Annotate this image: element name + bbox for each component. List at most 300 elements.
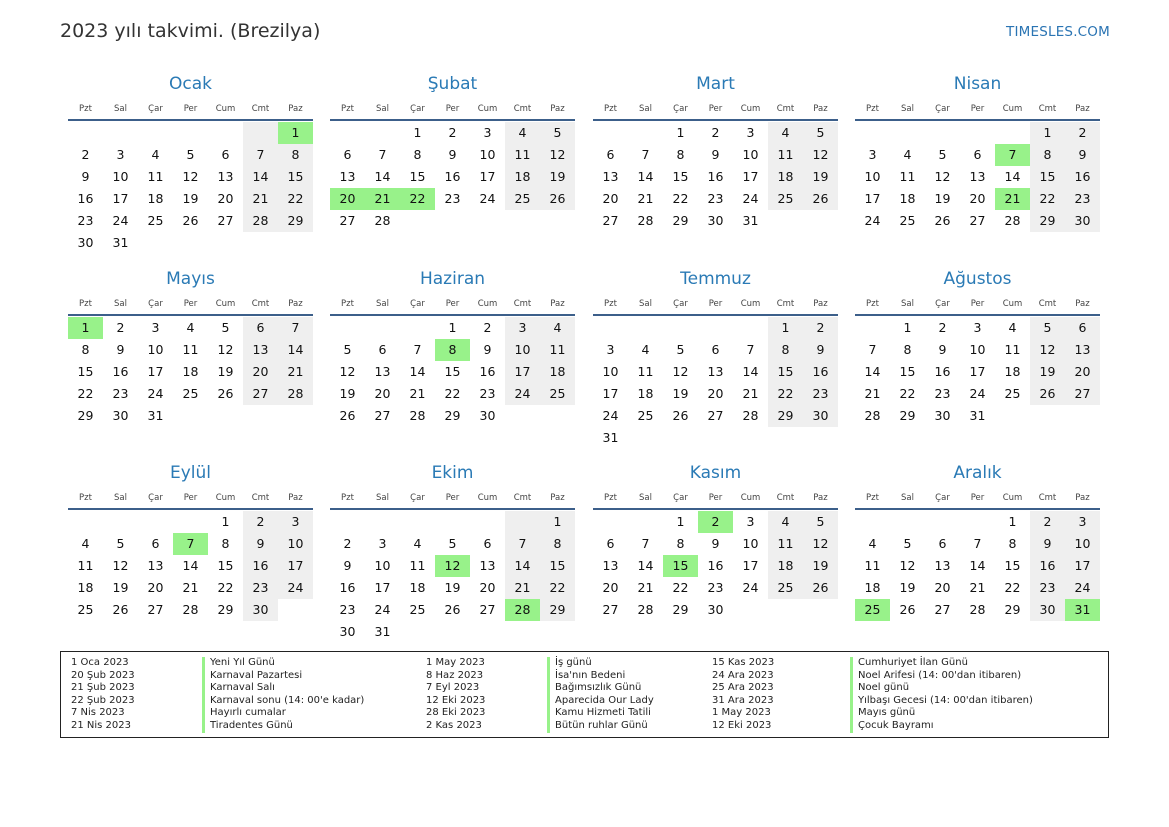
day-cell: 21	[182, 580, 199, 595]
weekday-label: Cum	[477, 104, 498, 114]
empty-cell	[330, 122, 365, 144]
empty-cell	[925, 511, 960, 533]
weekday-label: Cmt	[776, 104, 795, 114]
day-cell: 15	[444, 364, 461, 379]
day-cell: 25	[768, 188, 803, 210]
day-cell: 25	[637, 408, 654, 423]
day-cell: 5	[343, 342, 352, 357]
day-cell: 28	[1004, 213, 1021, 228]
legend-date: 21 Nis 2023	[71, 719, 131, 731]
day-cell: 23	[803, 383, 838, 405]
day-cell: 28	[278, 383, 313, 405]
header-divider	[593, 119, 838, 121]
day-cell: 18	[147, 191, 164, 206]
day-cell: 1	[413, 125, 422, 140]
day-cell: 5	[938, 147, 947, 162]
empty-cell	[628, 427, 663, 449]
day-cell: 30	[77, 235, 94, 250]
day-cell: 22	[672, 580, 689, 595]
month-calendar	[855, 268, 1100, 427]
header-divider	[68, 314, 313, 316]
day-cell: 2	[116, 320, 125, 335]
day-cell: 18	[899, 191, 916, 206]
day-cell: 13	[969, 169, 986, 184]
legend-date: 12 Eki 2023	[426, 694, 486, 706]
day-cell: 20	[330, 188, 365, 210]
empty-cell	[173, 122, 208, 144]
legend-date: 22 Şub 2023	[71, 694, 135, 706]
day-cell: 19	[934, 191, 951, 206]
day-cell: 17	[1065, 555, 1100, 577]
month-name: Şubat	[427, 74, 478, 94]
day-cell: 2	[938, 320, 947, 335]
day-cell: 13	[602, 558, 619, 573]
day-cell: 16	[707, 169, 724, 184]
weekday-label: Paz	[813, 299, 828, 309]
day-cell: 21	[864, 386, 881, 401]
day-cell: 21	[969, 580, 986, 595]
empty-cell	[663, 317, 698, 339]
day-cell: 24	[969, 386, 986, 401]
day-cell: 12	[339, 364, 356, 379]
month-calendar	[330, 268, 575, 427]
empty-cell	[103, 122, 138, 144]
empty-cell	[400, 210, 435, 232]
day-cell: 30	[803, 405, 838, 427]
day-cell: 31	[602, 430, 619, 445]
day-cell: 14	[374, 169, 391, 184]
weekday-label: Çar	[673, 299, 688, 309]
day-cell: 7	[746, 342, 755, 357]
day-cell: 12	[899, 558, 916, 573]
day-cell: 6	[606, 536, 615, 551]
weekday-label: Cum	[215, 493, 236, 503]
day-cell: 4	[540, 317, 575, 339]
day-cell: 18	[768, 555, 803, 577]
legend-holiday-name: Çocuk Bayramı	[850, 720, 1033, 733]
day-cell: 17	[864, 191, 881, 206]
empty-cell	[803, 210, 838, 232]
day-cell: 20	[147, 580, 164, 595]
day-cell: 8	[540, 533, 575, 555]
day-cell: 24	[864, 213, 881, 228]
day-cell: 20	[602, 191, 619, 206]
day-cell: 9	[81, 169, 90, 184]
day-cell: 14	[409, 364, 426, 379]
day-cell: 16	[803, 361, 838, 383]
day-cell: 29	[768, 405, 803, 427]
day-cell: 27	[339, 213, 356, 228]
day-cell: 19	[803, 555, 838, 577]
day-cell: 9	[1030, 533, 1065, 555]
day-cell: 13	[374, 364, 391, 379]
day-cell: 28	[182, 602, 199, 617]
day-cell: 23	[112, 386, 129, 401]
day-cell: 3	[278, 511, 313, 533]
day-cell: 22	[1030, 188, 1065, 210]
month-name: Kasım	[689, 463, 742, 483]
day-cell: 13	[217, 169, 234, 184]
day-cell: 16	[707, 558, 724, 573]
day-cell: 13	[147, 558, 164, 573]
day-cell: 1	[540, 511, 575, 533]
empty-cell	[698, 427, 733, 449]
month-calendar	[68, 462, 313, 621]
empty-cell	[890, 122, 925, 144]
day-cell: 10	[864, 169, 881, 184]
empty-cell	[733, 317, 768, 339]
day-cell: 13	[934, 558, 951, 573]
weekday-label: Sal	[376, 299, 389, 309]
day-cell: 10	[742, 536, 759, 551]
day-cell: 5	[803, 122, 838, 144]
day-cell: 27	[969, 213, 986, 228]
weekday-label: Paz	[550, 104, 565, 114]
day-cell: 7	[378, 147, 387, 162]
weekday-label: Pzt	[341, 493, 354, 503]
legend-holiday-name: Bütün ruhlar Günü	[547, 720, 654, 733]
day-cell: 15	[768, 361, 803, 383]
day-cell: 14	[278, 339, 313, 361]
legend-names-col-3	[850, 657, 1033, 733]
day-cell: 5	[676, 342, 685, 357]
day-cell: 30	[339, 624, 356, 639]
month-name: Temmuz	[680, 269, 751, 289]
weekday-label: Sal	[901, 493, 914, 503]
day-cell: 9	[116, 342, 125, 357]
day-cell: 26	[182, 213, 199, 228]
legend-holiday-name: Noel günü	[850, 682, 1033, 695]
legend-holiday-name: Karnaval Pazartesi	[202, 670, 364, 683]
day-cell: 10	[479, 147, 496, 162]
day-cell: 24	[1065, 577, 1100, 599]
weekday-label: Paz	[288, 493, 303, 503]
day-cell: 8	[676, 147, 685, 162]
day-cell: 26	[444, 602, 461, 617]
day-cell: 15	[278, 166, 313, 188]
day-cell: 28	[243, 210, 278, 232]
legend-holiday-name: Bağımsızlık Günü	[547, 682, 654, 695]
day-cell: 15	[899, 364, 916, 379]
day-cell: 13	[707, 364, 724, 379]
day-cell: 23	[444, 191, 461, 206]
day-cell: 12	[217, 342, 234, 357]
weekday-label: Paz	[813, 104, 828, 114]
day-cell: 24	[147, 386, 164, 401]
day-cell: 29	[899, 408, 916, 423]
weekday-label: Çar	[410, 104, 425, 114]
weekday-label: Çar	[148, 104, 163, 114]
empty-cell	[768, 427, 803, 449]
month-name: Aralık	[953, 463, 1002, 483]
legend-date: 20 Şub 2023	[71, 669, 135, 681]
day-cell: 11	[864, 558, 881, 573]
day-cell: 28	[969, 602, 986, 617]
weekday-label: Cum	[740, 493, 761, 503]
day-cell: 19	[112, 580, 129, 595]
empty-cell	[803, 599, 838, 621]
weekday-label: Çar	[935, 104, 950, 114]
day-cell: 2	[81, 147, 90, 162]
day-cell: 13	[1065, 339, 1100, 361]
day-cell: 7	[505, 533, 540, 555]
empty-cell	[470, 511, 505, 533]
weekday-label: Paz	[1075, 299, 1090, 309]
weekday-label: Cum	[215, 299, 236, 309]
day-cell: 15	[1004, 558, 1021, 573]
day-cell: 9	[343, 558, 352, 573]
empty-cell	[505, 210, 540, 232]
day-cell: 2	[243, 511, 278, 533]
weekday-label: Sal	[376, 493, 389, 503]
day-cell: 23	[243, 577, 278, 599]
day-cell: 20	[602, 580, 619, 595]
day-cell: 19	[672, 386, 689, 401]
day-cell: 20	[374, 386, 391, 401]
weekday-label: Per	[970, 299, 985, 309]
day-cell: 8	[1008, 536, 1017, 551]
day-cell: 10	[147, 342, 164, 357]
day-cell: 1	[676, 514, 685, 529]
day-cell: 26	[934, 213, 951, 228]
empty-cell	[1065, 405, 1100, 427]
empty-cell	[663, 427, 698, 449]
day-cell: 28	[637, 602, 654, 617]
legend-holiday-name: Tiradentes Günü	[202, 720, 364, 733]
day-cell: 30	[112, 408, 129, 423]
weekday-label: Pzt	[604, 493, 617, 503]
day-cell: 8	[768, 339, 803, 361]
day-cell: 6	[221, 147, 230, 162]
empty-cell	[208, 232, 243, 254]
weekday-label: Cum	[477, 299, 498, 309]
day-cell: 23	[1030, 577, 1065, 599]
day-cell: 18	[768, 166, 803, 188]
day-cell: 7	[278, 317, 313, 339]
weekday-label: Paz	[550, 299, 565, 309]
day-cell: 6	[711, 342, 720, 357]
day-cell: 2	[483, 320, 492, 335]
day-cell: 1	[278, 122, 313, 144]
day-cell: 14	[505, 555, 540, 577]
empty-cell	[173, 405, 208, 427]
header-divider	[330, 314, 575, 316]
weekday-header-row	[855, 490, 1100, 506]
day-cell: 3	[378, 536, 387, 551]
day-cell: 29	[217, 602, 234, 617]
day-cell: 20	[934, 580, 951, 595]
day-cell: 6	[343, 147, 352, 162]
day-cell: 7	[243, 144, 278, 166]
day-cell: 9	[483, 342, 492, 357]
empty-cell	[208, 122, 243, 144]
day-cell: 6	[1065, 317, 1100, 339]
empty-cell	[470, 210, 505, 232]
empty-cell	[733, 427, 768, 449]
legend-date: 24 Ara 2023	[712, 669, 774, 681]
header-divider	[855, 508, 1100, 510]
day-grid	[330, 511, 575, 643]
day-cell: 26	[803, 577, 838, 599]
site-logo[interactable]: TIMESLES.COM	[1006, 24, 1110, 40]
day-cell: 22	[444, 386, 461, 401]
month-name: Haziran	[419, 269, 486, 289]
day-cell: 11	[540, 339, 575, 361]
header-divider	[855, 314, 1100, 316]
legend-holiday-name: Noel Arifesi (14: 00'dan itibaren)	[850, 670, 1033, 683]
weekday-label: Pzt	[866, 299, 879, 309]
month-name: Ağustos	[943, 269, 1012, 289]
day-cell: 18	[864, 580, 881, 595]
weekday-label: Çar	[148, 493, 163, 503]
empty-cell	[138, 122, 173, 144]
day-cell: 31	[1065, 599, 1100, 621]
day-cell: 4	[768, 511, 803, 533]
month-name: Ocak	[169, 74, 212, 94]
legend-date: 31 Ara 2023	[712, 694, 774, 706]
empty-cell	[400, 317, 435, 339]
legend-date: 28 Eki 2023	[426, 707, 486, 719]
empty-cell	[960, 122, 995, 144]
day-cell: 12	[112, 558, 129, 573]
day-cell: 6	[973, 147, 982, 162]
empty-cell	[435, 210, 470, 232]
header-divider	[330, 119, 575, 121]
day-cell: 25	[1004, 386, 1021, 401]
day-cell: 5	[116, 536, 125, 551]
day-cell: 29	[278, 210, 313, 232]
weekday-header-row	[593, 101, 838, 117]
day-cell: 6	[606, 147, 615, 162]
legend-dates-col-1	[71, 657, 135, 733]
weekday-header-row	[593, 296, 838, 312]
empty-cell	[173, 511, 208, 533]
day-cell: 7	[641, 536, 650, 551]
weekday-label: Per	[970, 493, 985, 503]
day-cell: 2	[698, 511, 733, 533]
empty-cell	[540, 621, 575, 643]
day-cell: 25	[540, 383, 575, 405]
empty-cell	[505, 405, 540, 427]
day-cell: 25	[77, 602, 94, 617]
day-cell: 12	[803, 144, 838, 166]
legend-holiday-name: Karnaval sonu (14: 00'e kadar)	[202, 695, 364, 708]
legend-dates-col-3	[712, 657, 774, 733]
day-cell: 21	[742, 386, 759, 401]
day-cell: 3	[505, 317, 540, 339]
day-cell: 6	[243, 317, 278, 339]
header-divider	[68, 119, 313, 121]
day-cell: 12	[540, 144, 575, 166]
day-cell: 25	[182, 386, 199, 401]
day-cell: 27	[1065, 383, 1100, 405]
day-cell: 7	[641, 147, 650, 162]
day-cell: 20	[217, 191, 234, 206]
weekday-label: Cmt	[1038, 299, 1057, 309]
day-cell: 13	[243, 339, 278, 361]
day-cell: 21	[409, 386, 426, 401]
weekday-header-row	[68, 490, 313, 506]
weekday-label: Sal	[639, 493, 652, 503]
weekday-label: Cum	[1002, 299, 1023, 309]
day-grid	[593, 511, 838, 621]
day-cell: 22	[400, 188, 435, 210]
legend-holiday-name: İş günü	[547, 657, 654, 670]
day-grid	[855, 511, 1100, 621]
day-cell: 3	[1065, 511, 1100, 533]
day-cell: 9	[938, 342, 947, 357]
day-cell: 17	[742, 169, 759, 184]
month-calendar	[68, 73, 313, 254]
day-cell: 9	[803, 339, 838, 361]
weekday-header-row	[330, 101, 575, 117]
legend-holiday-name: Kamu Hizmeti Tatili	[547, 707, 654, 720]
weekday-label: Cmt	[1038, 104, 1057, 114]
day-cell: 26	[112, 602, 129, 617]
day-cell: 2	[711, 125, 720, 140]
day-cell: 16	[243, 555, 278, 577]
weekday-label: Paz	[288, 104, 303, 114]
month-calendar	[593, 268, 838, 449]
day-cell: 10	[278, 533, 313, 555]
day-cell: 27	[934, 602, 951, 617]
day-cell: 26	[899, 602, 916, 617]
day-cell: 5	[1030, 317, 1065, 339]
day-cell: 14	[243, 166, 278, 188]
weekday-label: Pzt	[79, 299, 92, 309]
legend-names-col-2	[547, 657, 654, 733]
day-cell: 24	[742, 580, 759, 595]
day-cell: 22	[77, 386, 94, 401]
weekday-label: Per	[708, 299, 723, 309]
day-cell: 22	[1004, 580, 1021, 595]
day-cell: 17	[742, 558, 759, 573]
day-cell: 24	[479, 191, 496, 206]
day-cell: 10	[374, 558, 391, 573]
weekday-label: Pzt	[866, 493, 879, 503]
weekday-label: Pzt	[79, 493, 92, 503]
month-calendar	[855, 73, 1100, 232]
empty-cell	[768, 210, 803, 232]
day-cell: 24	[374, 602, 391, 617]
header-divider	[68, 508, 313, 510]
day-cell: 20	[707, 386, 724, 401]
day-cell: 18	[182, 364, 199, 379]
day-cell: 5	[186, 147, 195, 162]
day-cell: 18	[409, 580, 426, 595]
day-cell: 6	[151, 536, 160, 551]
empty-cell	[400, 511, 435, 533]
day-cell: 25	[147, 213, 164, 228]
empty-cell	[470, 621, 505, 643]
month-calendar	[593, 462, 838, 621]
day-cell: 24	[112, 213, 129, 228]
empty-cell	[890, 511, 925, 533]
day-cell: 14	[1004, 169, 1021, 184]
empty-cell	[173, 232, 208, 254]
day-cell: 21	[637, 191, 654, 206]
day-cell: 16	[934, 364, 951, 379]
day-cell: 23	[1065, 188, 1100, 210]
day-cell: 4	[768, 122, 803, 144]
legend-date: 1 May 2023	[712, 707, 771, 719]
empty-cell	[855, 317, 890, 339]
empty-cell	[628, 317, 663, 339]
day-grid	[330, 122, 575, 232]
day-cell: 26	[1030, 383, 1065, 405]
month-calendar	[855, 462, 1100, 621]
day-cell: 4	[903, 147, 912, 162]
